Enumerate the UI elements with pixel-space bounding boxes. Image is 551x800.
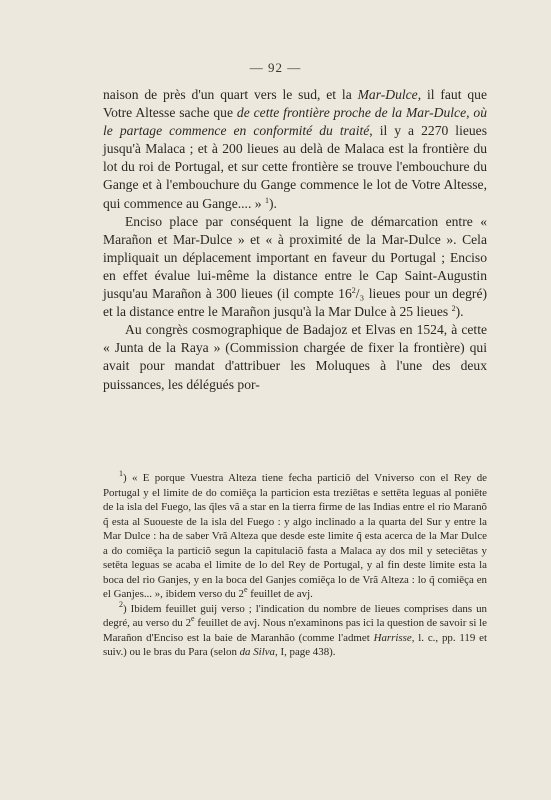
footnote-ref: 1	[264, 195, 269, 205]
footnote-ref: 2	[119, 599, 123, 609]
text-run: ).	[455, 304, 464, 320]
text-run: , il faut que Votre Altesse sache que	[103, 87, 487, 121]
footnote	[103, 471, 487, 602]
text-run: Au congrès cosmographique de Badajoz et Elvas en 1524, à cette « Junta de la Raya » (Commission chargée de fixer la frontière) qui avait pour mandat d'attribuer les Moluques à l'une des deux puissances, les délégués por-	[103, 322, 487, 392]
text-run: , l. c., pp. 119 et suiv.) ou le bras du Para (selon	[103, 631, 487, 658]
italic-text: de cette frontière proche de la Mar-Dulce, où le partage commence en conformité du traité	[103, 105, 487, 139]
footnotes	[103, 471, 487, 660]
text-run: ) « E porque Vuestra Alteza tiene fecha particiõ del Vniverso con el Rey de Portugal y el limite de do comiēça la particion esta treziētas e settēta leguas al poniēte de la isla del Fuego, las q̃les vã a star en la tierra firme de las Indias entre el rio Maranõ q̃ esta al Suoueste de la isla del Fuego : y algo inclinado a la quarta del Sur y entre la Mar Dulce : ha de saber Vrã Alteza que desde este limite q̃ esta acerca de la Mar Dulce a do comiēça la particiõ segun la capitulaciõ fasta a Malaca ay dos mil y seteciētas y setēta leguas se acaba el limite de lo del Rey de Portugal, y al fin deste limite esta la boca del rio Ganjes, y en la boca del Ganjes comiēça lo de Vrã Alteza : lo q̃ comiēça en el Ganjes... », ibidem verso du 2	[103, 472, 487, 600]
paragraph	[103, 213, 487, 322]
footnote-ref: 2	[451, 304, 456, 314]
text-run: /₃ lieues pour un degré) et la distance entre le Marañon jusqu'à la Mar Dulce à 25 lieues	[103, 286, 488, 320]
text-run: feuillet de avj. Nous n'examinons pas ici la question de savoir si le Marañon d'Enciso est la baie de Maranhão (comme l'admet	[103, 617, 487, 644]
italic-text: Mar-Dulce	[357, 87, 418, 102]
page-number: — 92 —	[249, 60, 302, 75]
footnote	[103, 599, 487, 660]
text-run: , il y a 2270 lieues jusqu'à Malaca ; et à 200 lieues au delà de Malaca est la frontière du lot du roi de Portugal, et sur cette frontière se trouve l'embouchure du Gange et à l'embouchure du Gange commence le lot de Votre Altesse, qui commence au Gange.... »	[103, 123, 487, 211]
text-run: ).	[268, 195, 277, 211]
text-run: , I, page 438).	[275, 646, 336, 658]
main-text	[103, 86, 487, 394]
footnote-ref: 2	[351, 286, 356, 296]
footnote-ref: 1	[119, 469, 123, 478]
italic-text: da Silva	[239, 646, 275, 658]
italic-text: Harrisse	[373, 631, 412, 644]
text-run: feuillet de avj.	[247, 588, 313, 600]
footnote-ref: e	[243, 585, 248, 594]
footnote-ref: e	[191, 614, 195, 623]
text-run: ) Ibidem feuillet guij verso ; l'indication du nombre de lieues comprises dans un degré, au verso du 2	[103, 602, 487, 629]
text-run: Enciso place par conséquent la ligne de démarcation entre « Marañon et Mar-Dulce » et « à proximité de la Mar-Dulce ». Cela impliquait un déplacement important en faveur du Portugal ; Enciso en effet évalue lui-même la distance entre le Cap Saint-Augustin jusqu'au Marañon à 300 lieues (il compte 16	[103, 213, 487, 302]
text-run: naison de près d'un quart vers le sud, et la	[103, 87, 358, 102]
paragraph	[103, 86, 487, 213]
paragraph	[103, 321, 487, 393]
